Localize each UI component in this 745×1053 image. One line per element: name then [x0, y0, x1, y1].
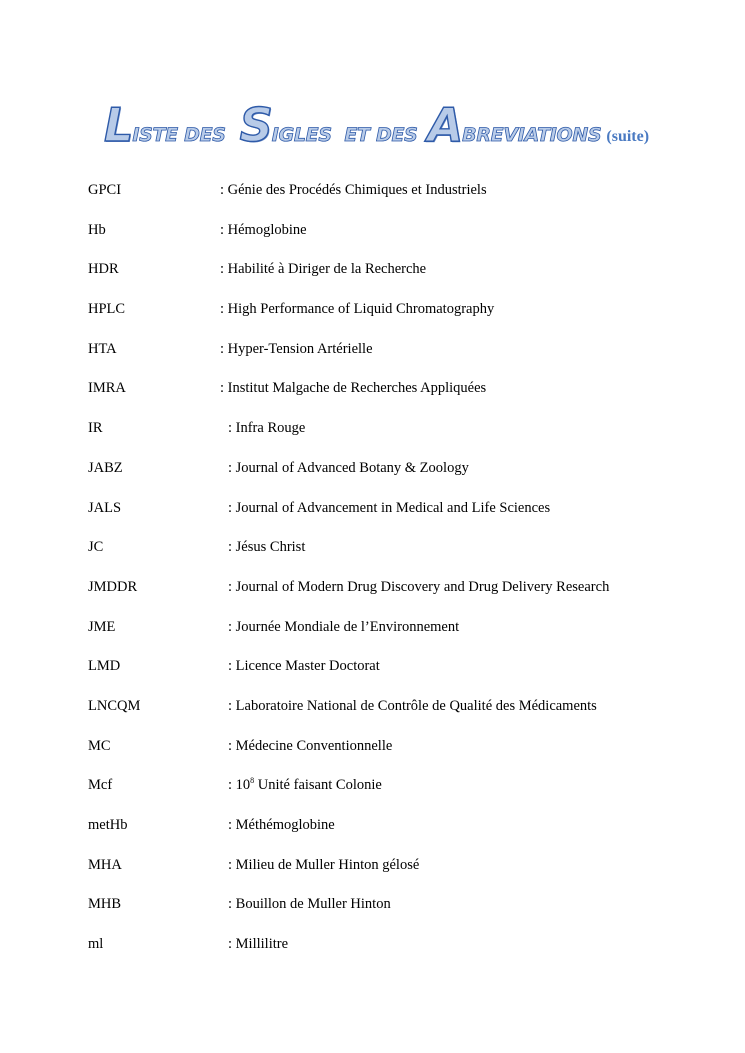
abbr-term: JABZ: [88, 459, 123, 476]
abbr-term: LMD: [88, 658, 121, 675]
abbr-term: HPLC: [88, 301, 126, 318]
abbr-term: LNCQM: [88, 697, 141, 714]
abbr-definition: : Hémoglobine: [220, 221, 307, 238]
title-initial-l: L: [104, 98, 133, 152]
abbr-definition: : Bouillon de Muller Hinton: [228, 896, 391, 913]
abbreviation-list: [88, 180, 728, 974]
list-item: [88, 696, 728, 736]
list-item: [88, 378, 728, 418]
list-item: [88, 299, 728, 339]
abbr-term: Mcf: [88, 777, 113, 794]
list-item: [88, 458, 728, 498]
def-suffix: Unité faisant Colonie: [254, 777, 382, 794]
abbr-term: IR: [88, 420, 103, 437]
abbr-term: MC: [88, 737, 111, 754]
abbr-definition: : High Performance of Liquid Chromatography: [220, 301, 495, 318]
list-item: [88, 815, 728, 855]
abbr-definition: : Laboratoire National de Contrôle de Qualité des Médicaments: [228, 697, 597, 714]
abbr-term: JALS: [88, 499, 122, 516]
abbr-definition: : Journal of Modern Drug Discovery and Drug Delivery Research: [228, 578, 610, 595]
title-initial-s: S: [239, 98, 272, 152]
abbr-definition: : Médecine Conventionnelle: [228, 737, 393, 754]
list-item: [88, 656, 728, 696]
abbr-definition: : Millilitre: [228, 936, 289, 953]
abbr-term: Hb: [88, 221, 106, 238]
abbr-definition: : Méthémoglobine: [228, 817, 335, 833]
list-item: [88, 894, 728, 934]
abbr-term: HTA: [88, 340, 117, 357]
abbr-definition: : Journée Mondiale de l’Environnement: [228, 618, 460, 635]
abbr-term: HDR: [88, 261, 119, 278]
list-item: [88, 537, 728, 577]
list-item: [88, 259, 728, 299]
abbr-definition: : Journal of Advancement in Medical and Life Sciences: [228, 499, 551, 516]
abbr-term: ml: [88, 936, 104, 953]
list-item: [88, 577, 728, 617]
abbr-definition: : Milieu de Muller Hinton gélosé: [228, 856, 420, 873]
list-item: [88, 339, 728, 379]
def-exponent: 8: [250, 776, 255, 786]
title-rest-sigles: IGLES ET DES: [271, 124, 418, 146]
list-item: [88, 855, 728, 895]
abbr-term: JC: [88, 539, 104, 556]
title-rest-liste-des: ISTE DES: [132, 124, 226, 146]
abbr-term: JMDDR: [88, 578, 138, 595]
title-word-liste-des: [104, 98, 226, 152]
list-item: [88, 736, 728, 776]
abbr-definition: [228, 775, 382, 795]
list-item: [88, 934, 728, 974]
page-title: [104, 98, 724, 158]
abbr-definition: : Journal of Advanced Botany & Zoology: [228, 459, 469, 476]
abbr-term: metHb: [88, 817, 128, 833]
abbr-term: MHA: [88, 856, 122, 873]
abbr-definition: : Institut Malgache de Recherches Appliquées: [220, 380, 487, 397]
abbr-term: GPCI: [88, 182, 122, 198]
abbr-term: IMRA: [88, 380, 126, 397]
list-item: [88, 498, 728, 538]
title-suite: (suite): [606, 128, 650, 145]
abbr-term: MHB: [88, 896, 122, 913]
list-item: [88, 775, 728, 815]
title-initial-a: A: [427, 98, 463, 152]
abbr-definition: : Hyper-Tension Artérielle: [220, 340, 373, 357]
title-word-sigles: [240, 98, 418, 152]
abbr-definition: : Jésus Christ: [228, 539, 306, 556]
abbr-definition: : Infra Rouge: [228, 420, 306, 437]
title-rest-abreviations: BREVIATIONS: [462, 124, 602, 146]
list-item: [88, 418, 728, 458]
abbr-term: JME: [88, 618, 116, 635]
list-item: [88, 617, 728, 657]
abbr-definition: : Habilité à Diriger de la Recherche: [220, 261, 427, 278]
abbr-definition: : Licence Master Doctorat: [228, 658, 380, 675]
list-item: [88, 180, 728, 220]
abbr-definition: : Génie des Procédés Chimiques et Industriels: [220, 182, 487, 198]
title-word-abreviations: [428, 98, 602, 152]
list-item: [88, 220, 728, 260]
def-prefix: : 10: [228, 777, 251, 794]
